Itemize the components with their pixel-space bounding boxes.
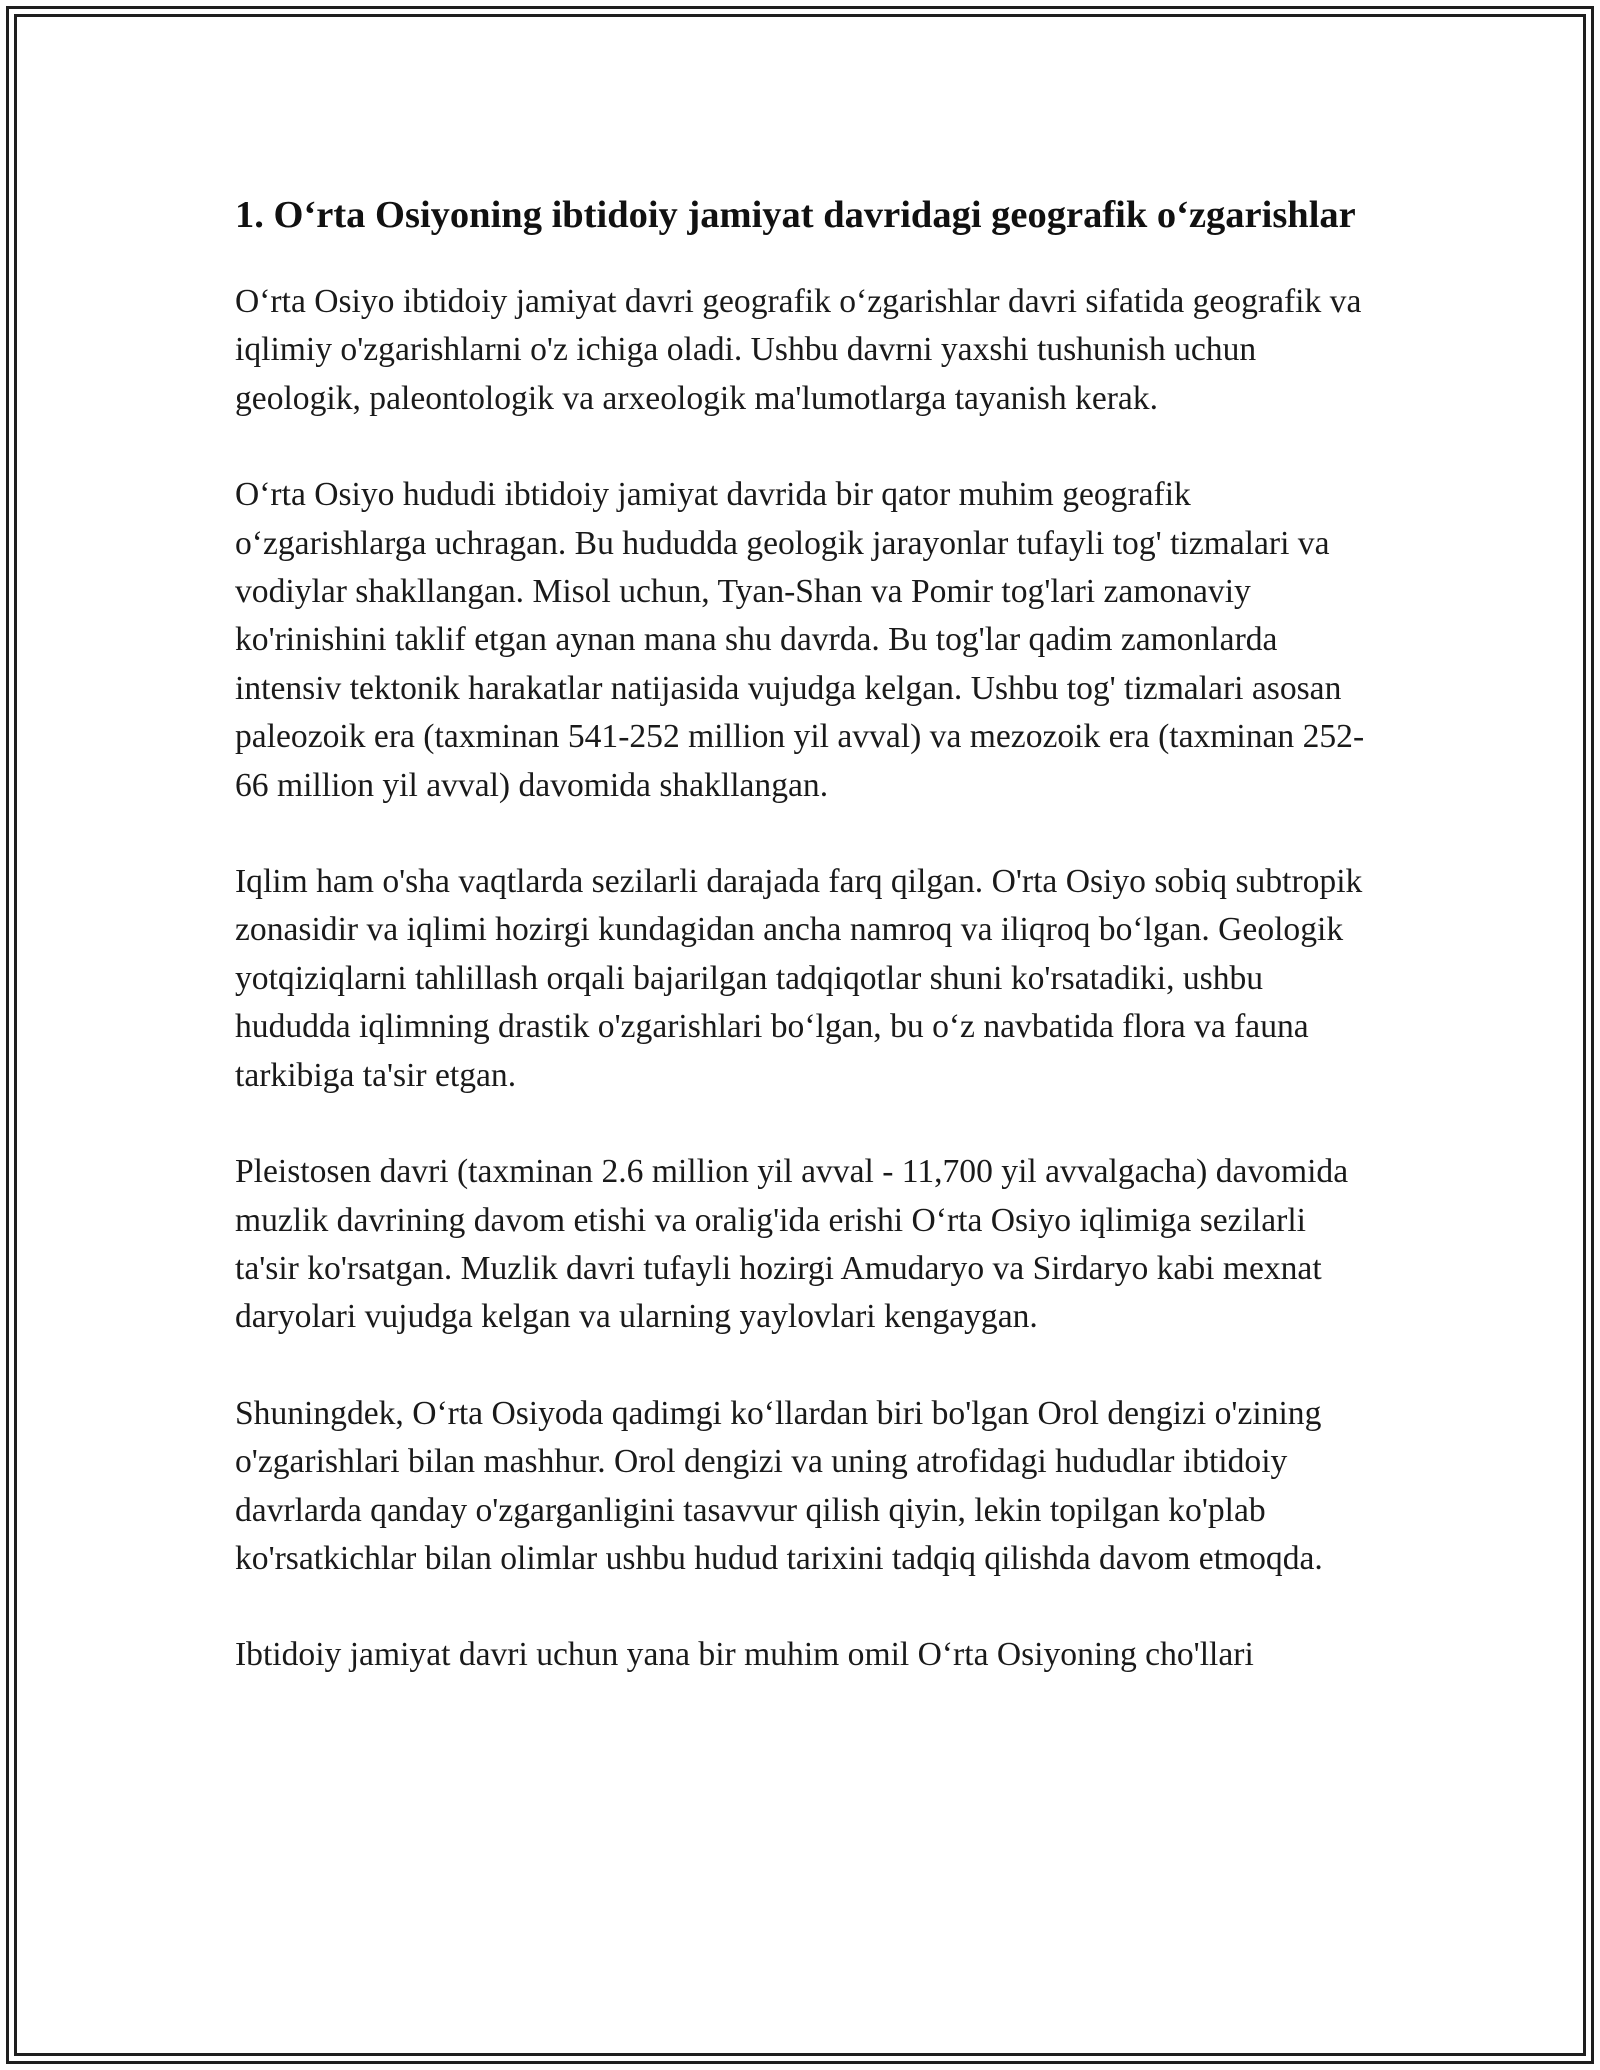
paragraph-3: Iqlim ham o'sha vaqtlarda sezilarli darajada farq qilgan. O'rta Osiyo sobiq subtropik zonasidir va iqlimi hozirgi kundagidan ancha namroq va iliqroq bo‘lgan. Geologik yotqiziqlarni tahlillash orqali bajarilgan tadqiqotlar shuni ko'rsatadiki, ushbu hududda iqlimning drastik o'zgarishlari bo‘lgan, bu o‘z navbatida flora va fauna tarkibiga ta'sir etgan. — [235, 863, 1363, 1094]
paragraph-6: Ibtidoiy jamiyat davri uchun yana bir muhim omil O‘rta Osiyoning cho'llari — [235, 1636, 1254, 1674]
paragraph-4: Pleistosen davri (taxminan 2.6 million yil avval - 11,700 yil avvalgacha) davomida muzlik davrining davom etishi va oralig'ida erishi O‘rta Osiyo iqlimiga sezilarli ta'sir ko'rsatgan. Muzlik davri tufayli hozirgi Amudaryo va Sirdaryo kabi mexnat daryolari vujudga kelgan va ularning yaylovlari kengaygan. — [235, 1153, 1349, 1336]
paragraph-5: Shuningdek, O‘rta Osiyoda qadimgi ko‘llardan biri bo'lgan Orol dengizi o'zining o'zgarishlari bilan mashhur. Orol dengizi va uning atrofidagi hududlar ibtidoiy davrlarda qanday o'zgarganligini tasavvur qilish qiyin, lekin topilgan ko'plab ko'rsatkichlar bilan olimlar ushbu hudud tarixini tadqiq qilishda davom etmoqda. — [235, 1394, 1323, 1577]
paragraph-2: O‘rta Osiyo hududi ibtidoiy jamiyat davrida bir qator muhim geografik o‘zgarishlarga uchragan. Bu hududda geologik jarayonlar tufayli tog' tizmalari va vodiylar shakllangan. Misol uchun, Tyan-Shan va Pomir tog'lari zamonaviy ko'rinishini taklif etgan aynan mana shu davrda. Bu tog'lar qadim zamonlarda intensiv tektonik harakatlar natijasida vujudga kelgan. Ushbu tog' tizmalari asosan paleozoik era (taxminan 541-252 million yil avval) va mezozoik era (taxminan 252-66 million yil avval) davomida shakllangan. — [235, 476, 1365, 804]
paragraph-1: O‘rta Osiyo ibtidoiy jamiyat davri geografik o‘zgarishlar davri sifatida geografik va iqlimiy o'zgarishlarni o'z ichiga oladi. Ushbu davrni yaxshi tushunish uchun geologik, paleontologik va arxeologik ma'lumotlarga tayanish kerak. — [235, 283, 1362, 417]
document-body — [235, 188, 1375, 1728]
section-heading: 1. O‘rta Osiyoning ibtidoiy jamiyat davridagi geografik o‘zgarishlar — [235, 194, 1356, 236]
